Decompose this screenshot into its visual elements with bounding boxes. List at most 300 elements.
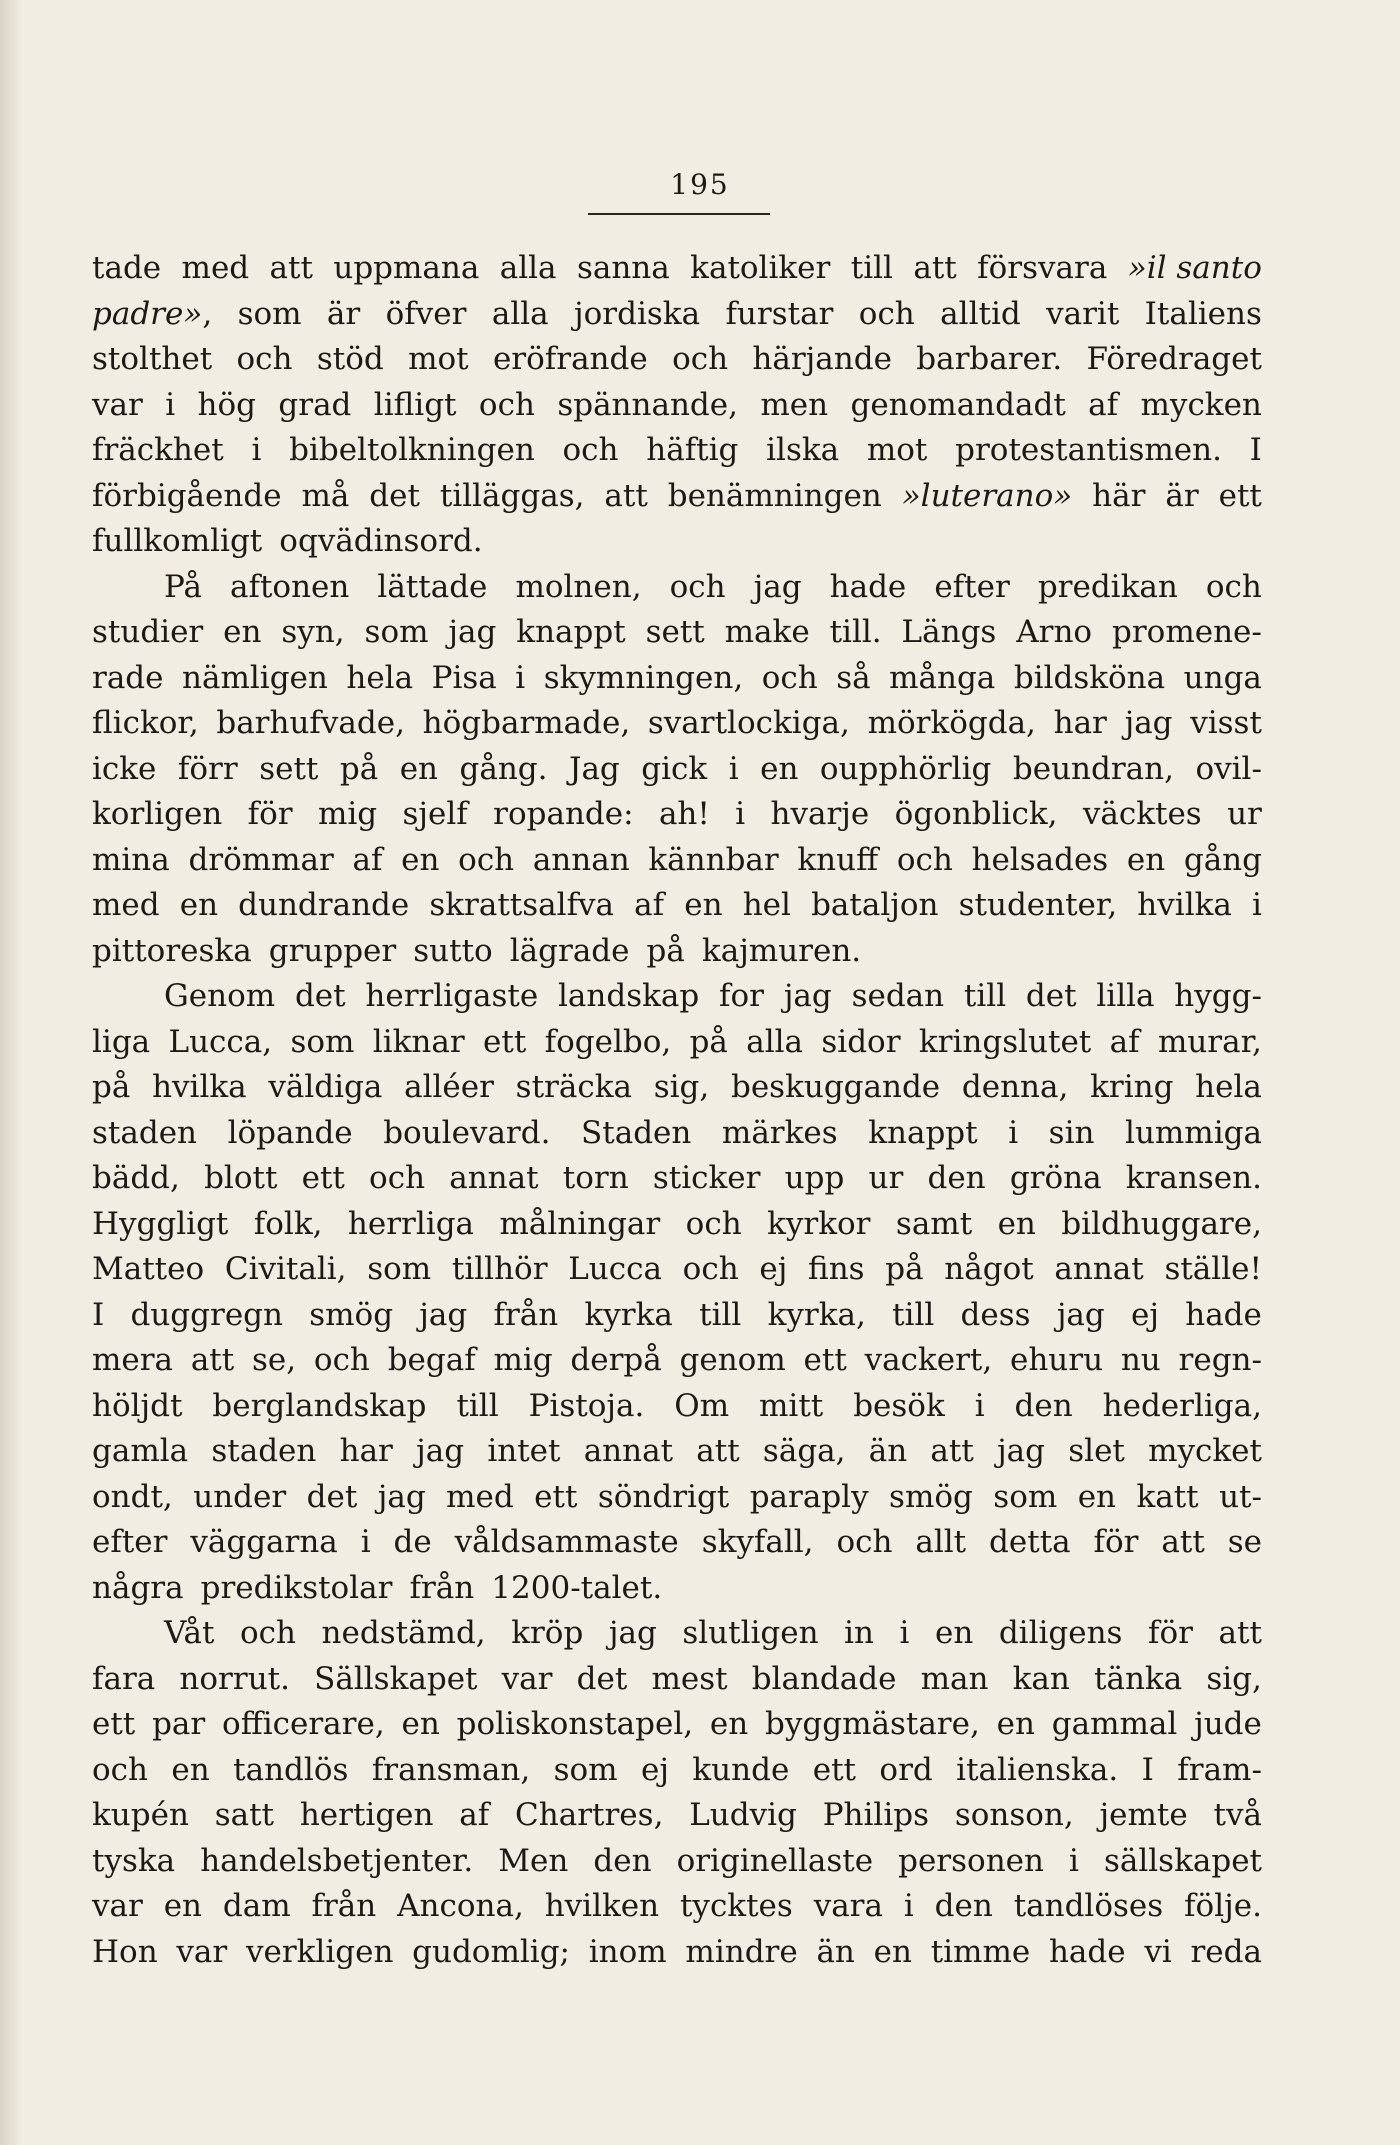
word: smög [309,1296,394,1333]
word: stöd [316,341,384,377]
word: än [816,1933,855,1970]
word: en [1077,1478,1117,1515]
word: och [562,432,619,468]
word: smög [889,1478,973,1515]
word: hel [742,887,791,923]
word [92,292,212,338]
word: med [446,1478,514,1515]
word: dundrande [238,887,410,923]
word: må [301,477,350,514]
word: härjande [752,341,892,377]
word: hvilka [1137,887,1232,923]
word: en [684,887,723,923]
word: till [699,1296,742,1333]
word: jag [1056,1296,1105,1333]
word: Sällskapet [314,1660,478,1697]
word: och [858,295,915,332]
word: vi [1144,1933,1172,1970]
word: nämligen [182,659,328,696]
word: ett [483,1023,527,1060]
word: liknar [372,1023,465,1060]
word: Jag [569,750,620,787]
italic-word: padre» [92,295,203,332]
word: torn [562,1160,629,1196]
word: Om [674,1387,730,1424]
text-line [92,1702,1262,1748]
word: upp [784,1160,845,1196]
word: att [930,1433,974,1469]
word: ett [301,1160,345,1196]
word: en [873,1933,912,1970]
word: studier [92,614,204,650]
word: i [903,1888,914,1924]
word: en [171,1751,210,1788]
word: i [165,386,176,423]
word: den [934,1888,993,1924]
word: dam [222,1888,291,1924]
word: har [339,1433,393,1469]
word: intet [487,1433,561,1469]
word: förr [177,750,238,787]
word: sedan [851,978,945,1014]
word: sidor [821,1023,901,1060]
word: ett [812,1751,856,1788]
word: i [360,1524,371,1560]
word: helsades [971,841,1109,878]
word: en [163,1888,203,1924]
word: här [1092,477,1146,514]
word: jemte [1099,1797,1188,1833]
word: svartlockiga, [647,705,850,741]
word: regn- [1178,1342,1262,1378]
word: fram- [1177,1751,1262,1788]
word: kyrkor [767,1205,871,1242]
word: tandlös [233,1751,349,1788]
text-line [92,1884,1262,1930]
word: var [501,1660,553,1697]
word: rade [92,659,164,696]
word: kringslutet [918,1023,1092,1060]
word: och [836,1524,893,1560]
word: norrut. [179,1660,290,1697]
word: kajmuren. [701,932,862,969]
word: detta [989,1524,1071,1560]
word: för [1093,1524,1139,1560]
word: Italiens [1144,295,1262,332]
word: sig, [653,1069,710,1105]
word: bibeltolkningen [289,432,535,468]
word: en [997,1205,1036,1242]
text-line [92,929,1262,975]
word: en [760,750,799,787]
word: hela [346,659,414,696]
word: målningar [499,1205,661,1242]
text-line [92,1475,1262,1521]
word: öfver [385,295,467,332]
word: hela [1195,1069,1262,1105]
word: begaf [387,1342,476,1378]
word: annan [532,841,630,878]
word: Pistoja. [528,1387,645,1424]
word: mera [92,1342,174,1378]
text-line [92,974,1262,1020]
word: de [393,1524,432,1560]
word: varit [1046,295,1120,332]
word: ej [759,1251,788,1287]
word: »luterano» [901,477,1073,514]
word: bildsköna [1013,659,1166,696]
word: mig [493,1342,553,1378]
page-number: 195 [670,168,730,201]
word: sett [645,614,705,650]
word: ett [534,1478,578,1515]
word: i [1252,887,1262,923]
word: att [1218,1615,1262,1651]
word: fins [808,1251,865,1287]
word: skyfall, [701,1524,814,1560]
word: att [269,250,313,286]
word: alltid [940,295,1021,332]
word: och [236,341,293,377]
word: och [92,1751,148,1788]
word: för [247,796,293,832]
word: jag [608,1615,657,1651]
word: märkes [721,1114,838,1151]
word: jag [1124,705,1173,741]
word: officerare, [222,1706,385,1742]
text-line [92,1202,1262,1248]
text-line [92,747,1262,793]
word: fogelbo, [544,1023,672,1060]
word: för [1148,1615,1193,1651]
word: syn, [281,614,345,650]
word: in [844,1615,874,1651]
word: blandade [751,1660,897,1697]
word: lifligt [373,386,457,423]
word: på [689,1023,728,1060]
word: bädd, [92,1160,180,1196]
word: spännande, [557,386,738,423]
word: Men [498,1842,569,1879]
word: I [92,1296,105,1333]
word: barbarer. [916,341,1063,377]
word: många [889,659,996,696]
word: Hyggligt [92,1205,229,1242]
word: handelsbetjenter. [200,1842,474,1879]
word: staden [92,1114,198,1151]
word: I [1249,432,1262,468]
word: i [735,796,746,832]
word: Matteo [92,1251,205,1287]
word: annat [583,1433,674,1469]
word: gröna [1009,1160,1102,1196]
text-line [92,838,1262,884]
word: häftig [646,432,739,468]
word: gudomlig; [412,1933,570,1970]
word: hederliga, [1102,1387,1262,1424]
word: ögonblick, [894,796,1058,832]
word: folk, [253,1205,323,1242]
word: reda [1190,1933,1262,1970]
word: originellaste [676,1842,874,1879]
word: som [553,1751,618,1788]
word: lägrade [509,932,630,969]
word: Ancona, [397,1888,524,1924]
word: till [963,978,1007,1014]
word: var [176,1933,228,1970]
word: Genom [164,978,276,1014]
word: vackert, [864,1342,993,1378]
word: annat [449,1160,539,1196]
word: beundran, [1012,750,1174,787]
word: i [974,1387,985,1424]
word: mina [92,841,170,878]
word: sett [259,750,319,787]
word: duggregn [130,1296,283,1333]
word: stolthet [92,341,213,377]
word: det [1025,978,1077,1014]
word: att [604,477,648,514]
text-line [92,1293,1262,1339]
word: landskap [558,978,700,1014]
word: och [458,841,515,878]
word: och [761,659,818,696]
word: hygg- [1174,978,1262,1014]
word: och [240,1615,297,1651]
word: grad [278,386,352,423]
text-line [92,292,1262,338]
word: lummiga [1125,1114,1262,1151]
word: Längs [901,614,997,650]
word: katoliker [690,250,831,286]
word: tade [92,250,162,286]
text-line [92,1338,1262,1384]
word: väcktes [1082,796,1202,832]
word: det [369,477,420,514]
word: gång [1183,841,1262,878]
text-line [92,1839,1262,1885]
word: det [294,978,346,1014]
word: staden [211,1433,317,1469]
word: fransman, [371,1751,531,1788]
text-line [92,883,1262,929]
word: Lucca, [168,1023,273,1060]
word: Våt [164,1615,215,1651]
text-line [92,1429,1262,1475]
word: unga [1183,659,1262,696]
word: sin [1048,1114,1095,1151]
word: sonson, [954,1797,1074,1833]
word: poliskonstapel, [456,1706,694,1742]
word: lättade [377,568,488,605]
punctuation: , [202,295,213,332]
text-line [92,1020,1262,1066]
word: oqvädinsord. [279,523,483,559]
text-line [92,337,1262,383]
text-line [92,1384,1262,1430]
word: mycket [1148,1433,1262,1469]
word: liga [92,1023,151,1060]
word: lilla [1096,978,1155,1014]
word: make [724,614,810,650]
text-line [92,474,1262,520]
word: gick [641,750,708,787]
word: skymningen, [543,659,744,696]
word: sutto [413,932,493,969]
page-gutter-shadow [0,0,22,2145]
word: flickor, [92,705,199,741]
word: kännbar [648,841,779,878]
word: denna, [961,1069,1069,1105]
word: tyska [92,1842,176,1879]
word: af [1088,386,1119,423]
word: i [1069,1842,1079,1879]
word: sticker [652,1160,761,1196]
word: 1200-talet. [491,1569,663,1606]
word: högbarmade, [422,705,631,741]
word: och [369,1160,426,1196]
word: och [478,386,535,423]
word: ilska [766,432,840,468]
word: dess [960,1296,1031,1333]
word: byggmästare, [765,1706,980,1742]
word: Civitali, [224,1251,347,1287]
word: se [1227,1524,1262,1560]
word: höljdt [92,1387,183,1424]
word: På [164,568,202,605]
word: Arno [1016,614,1093,650]
word: satt [214,1797,275,1833]
word: ett [1218,477,1262,514]
word: hade [1185,1296,1262,1333]
word: i [251,432,262,468]
word: jag [448,614,497,650]
word: mot [866,432,928,468]
word: gammal [1051,1706,1178,1742]
word: som [364,614,429,650]
word: säga, [762,1433,846,1469]
word: att [696,1433,740,1469]
word: än [868,1433,908,1469]
word: barhufvade, [216,705,405,741]
word: ej [1131,1296,1159,1333]
word: genomandadt [850,386,1066,423]
word: pittoreska [92,932,252,969]
text-line [92,1566,1262,1612]
word: bataljon [811,887,939,923]
word: en [1126,841,1166,878]
text-line [92,1111,1262,1157]
word: tycktes [679,1888,793,1924]
word: kring [1090,1069,1174,1105]
word: derpå [570,1342,662,1378]
text-line [92,1793,1262,1839]
word: verkligen [245,1933,394,1970]
word: personen [898,1842,1044,1879]
word: mest [651,1660,728,1697]
word: allt [915,1524,967,1560]
word: är [326,295,361,332]
word: nedstämd, [321,1615,486,1651]
text-line [92,383,1262,429]
word: från [311,1888,377,1924]
text-line [92,1065,1262,1111]
word: gamla [92,1433,189,1469]
page-number-rule [588,213,770,215]
word: till [892,1296,935,1333]
word: alla [499,250,557,286]
word: från [493,1296,559,1333]
word: som [237,295,302,332]
word: italienska. [956,1751,1119,1788]
word: mycken [1140,386,1262,423]
word: studenter, [958,887,1118,923]
word: följe. [1184,1888,1262,1924]
word: Hon [92,1933,158,1970]
word: diligens [998,1615,1123,1651]
word: kyrka, [767,1296,866,1333]
word: sällskapet [1103,1842,1262,1879]
word: aftonen [230,568,350,605]
body-text [92,246,1262,1975]
word: promene- [1112,614,1262,650]
word: par [152,1706,206,1742]
word: ur [868,1160,904,1196]
word: och [313,1342,370,1378]
word: genom [679,1342,786,1378]
word: ur [1227,796,1262,832]
word: efter [92,1524,168,1560]
word: i [899,1615,910,1651]
word: en [401,841,440,878]
word: hade [1048,1933,1126,1970]
word: blott [204,1160,278,1196]
word: jag [997,1433,1046,1469]
word: ut- [1219,1478,1262,1515]
word: kupén [92,1797,189,1833]
word: berglandskap [212,1387,427,1424]
word: Staden [581,1114,692,1151]
text-line [92,428,1262,474]
word: en [996,1706,1035,1742]
word: samt [895,1205,973,1242]
word: så [836,659,871,696]
word: kransen. [1125,1160,1262,1196]
word: några [92,1569,184,1606]
word: af [459,1797,490,1833]
word: förbigående [92,477,282,514]
text-line [92,792,1262,838]
word: skrattsalfva [429,887,615,923]
word: kunde [692,1751,790,1788]
word: ett [92,1706,136,1742]
word: sträcka [515,1069,632,1105]
word: af [1109,1023,1140,1060]
word: att [913,250,957,286]
word: nu [1120,1342,1161,1378]
word: knappt [868,1114,978,1151]
word: den [1014,1387,1073,1424]
word: vara [813,1888,883,1924]
word: timme [930,1933,1031,1970]
text-line [92,565,1262,611]
word: murar, [1157,1023,1262,1060]
word: Ludvig [689,1797,797,1833]
word: I [1141,1751,1154,1788]
word: herrliga [347,1205,475,1242]
text-line [92,1520,1262,1566]
text-line [92,1611,1262,1657]
